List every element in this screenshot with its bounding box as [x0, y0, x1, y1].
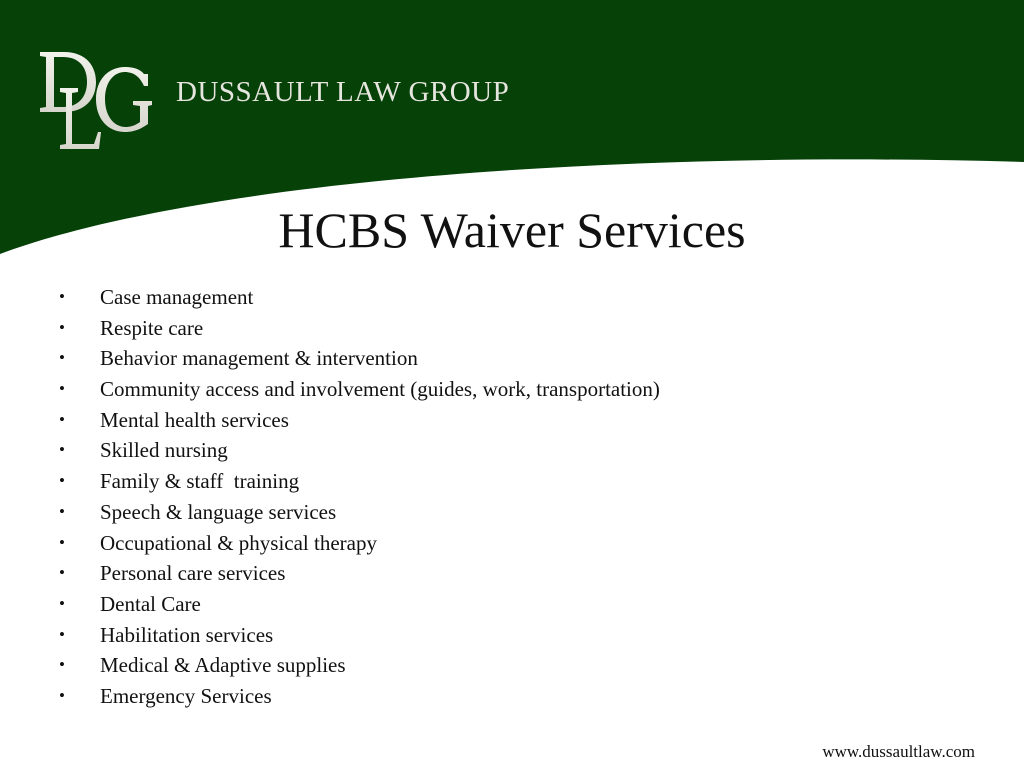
bullet-icon: • — [59, 287, 65, 306]
bullet-icon: • — [59, 440, 65, 460]
bullet-icon: • — [59, 624, 65, 644]
bullet-icon: • — [59, 409, 65, 429]
bullet-icon: • — [59, 532, 65, 552]
list-item-text: Medical & Adaptive supplies — [100, 653, 346, 678]
list-item-text: Mental health services — [100, 407, 289, 432]
list-item-text: Behavior management & intervention — [100, 346, 418, 371]
bullet-icon: • — [59, 685, 65, 705]
slide-title: HCBS Waiver Services — [278, 202, 746, 258]
bullet-icon: • — [59, 655, 65, 675]
list-item-text: Family & staff training — [100, 469, 300, 494]
list-item-text: Community access and involvement (guides, work, transportation) — [100, 377, 660, 402]
list-item-text: Dental Care — [100, 591, 201, 616]
bullet-icon: • — [59, 563, 65, 583]
dlg-logo — [36, 48, 156, 153]
footer-url: www.dussaultlaw.com — [822, 742, 975, 761]
list-item-text: Emergency Services — [100, 683, 272, 708]
list-item-text: Habilitation services — [100, 622, 274, 647]
bullet-icon: • — [59, 348, 65, 368]
bullet-icon: • — [59, 593, 65, 613]
list-item-text: Occupational & physical therapy — [100, 530, 377, 555]
firm-name: DUSSAULT LAW GROUP — [176, 76, 510, 108]
bullet-icon: • — [59, 379, 65, 399]
list-item-text: Skilled nursing — [100, 438, 228, 463]
list-item-text: Respite care — [100, 315, 204, 340]
list-item-text: Personal care services — [100, 561, 286, 586]
list-item-text: Speech & language services — [100, 499, 337, 524]
bullet-icon: • — [59, 501, 65, 521]
bullet-icon: • — [59, 471, 65, 491]
bullet-icon: • — [59, 317, 65, 337]
list-item-text: Case management — [100, 285, 254, 309]
